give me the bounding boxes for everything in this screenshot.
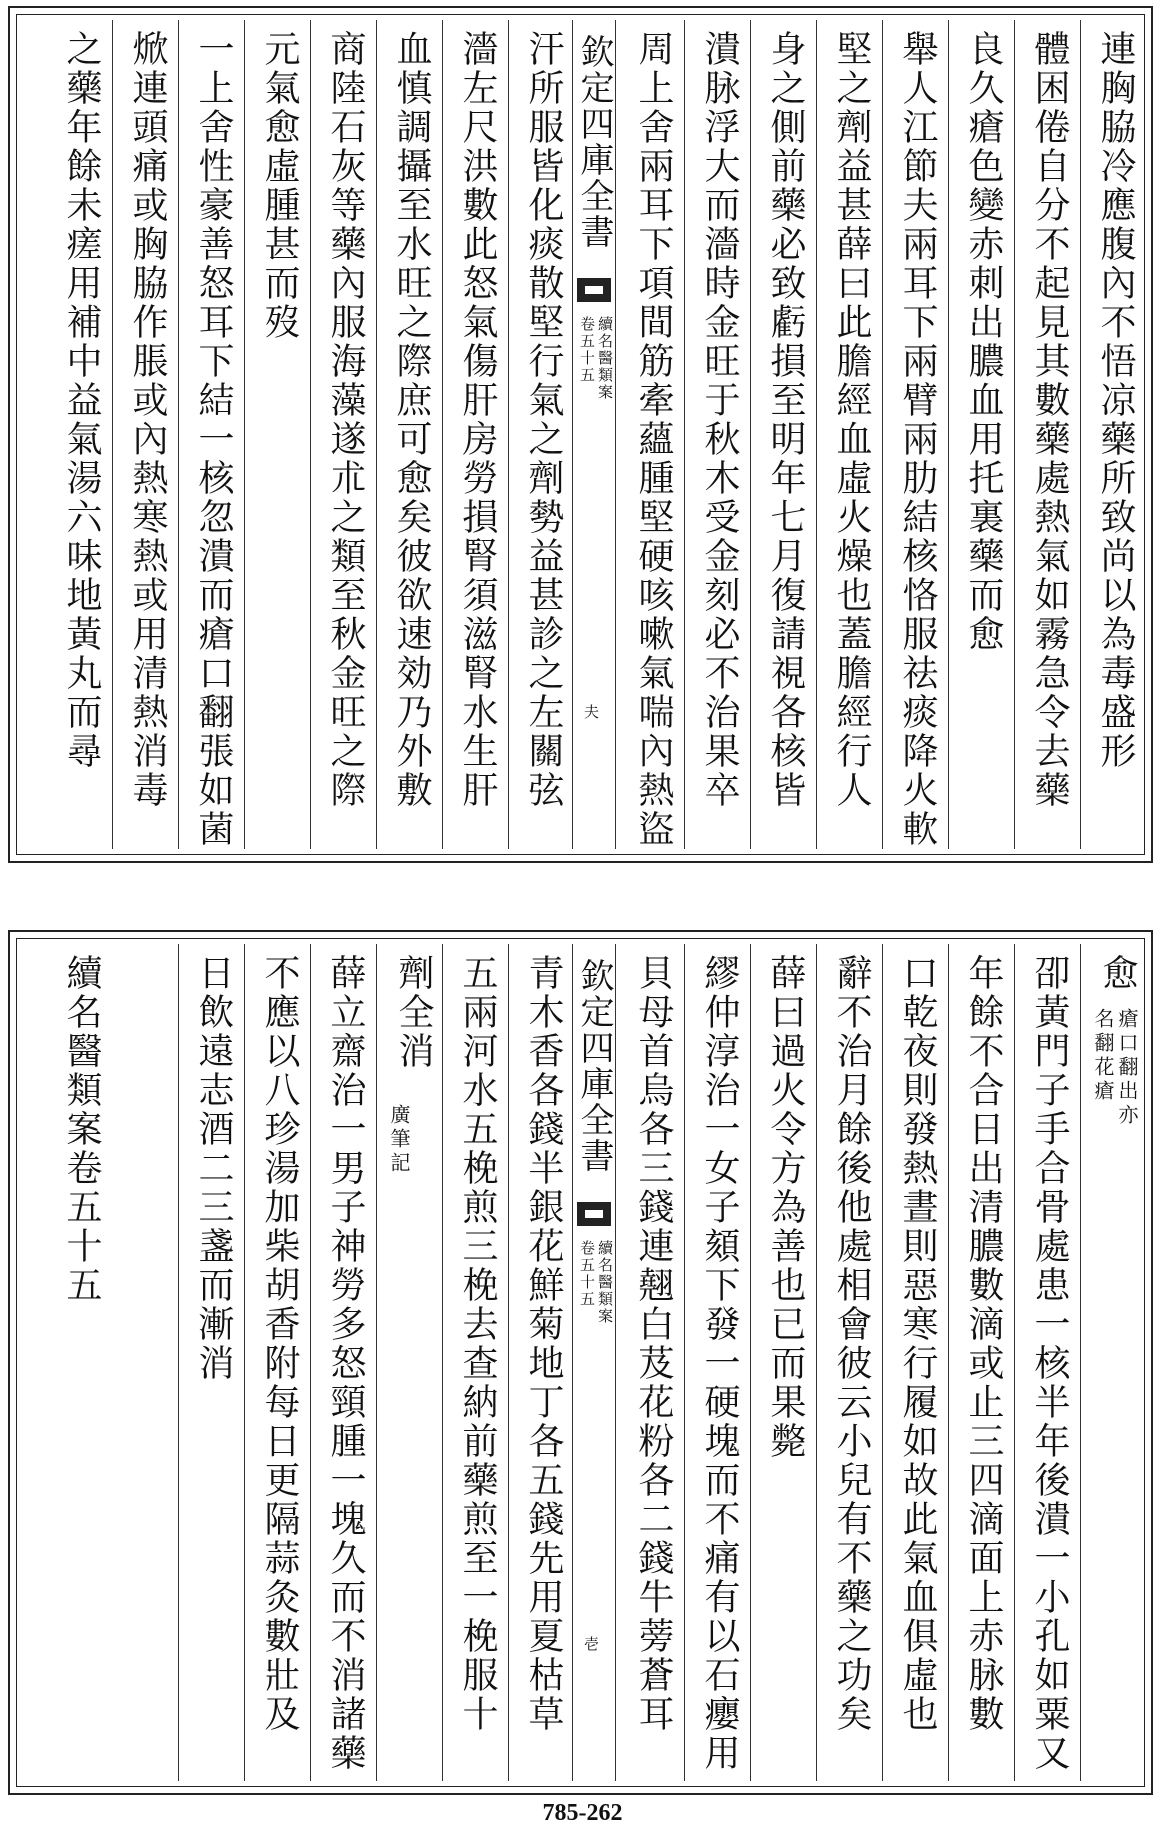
bottom-page <box>8 930 1153 1795</box>
book-title: 續名醫類案 <box>596 1240 614 1325</box>
text-column: 辭不治月餘後他處相會彼云小兒有不藥之功矣 <box>831 954 872 1734</box>
fishtail-ornament <box>577 1202 611 1226</box>
text-column: 商陸石灰等藥內服海藻遂朮之類至秋金旺之際 <box>325 30 366 810</box>
running-title: 欽定四庫全書 <box>574 958 614 1174</box>
column-rule <box>882 20 883 849</box>
column-rule <box>684 944 685 1781</box>
volume-end-title: 續名醫類案卷五十五 <box>61 954 102 1305</box>
column-rule <box>442 944 443 1781</box>
volume-label: 卷五十五 <box>578 316 596 384</box>
column-rule <box>684 20 685 849</box>
column-rule <box>508 944 509 1781</box>
center-strip <box>572 944 616 1781</box>
column-rule <box>508 20 509 849</box>
text-column: 劑全消 <box>393 954 434 1071</box>
text-column: 元氣愈虛腫甚而歿 <box>259 30 300 342</box>
column-rule <box>376 944 377 1781</box>
column-rule <box>310 20 311 849</box>
column-rule <box>750 944 751 1781</box>
text-column: 薛立齋治一男子神勞多怒頸腫一塊久而不消諸藥 <box>325 954 366 1773</box>
column-rule <box>750 20 751 849</box>
column-with-note <box>388 954 438 1774</box>
text-column: 連胸脇冷應腹內不悟凉藥所致尚以為毒盛形 <box>1095 30 1136 771</box>
page-footer-number: 785-262 <box>542 1800 623 1826</box>
source-note: 廣筆記 <box>387 1104 411 1176</box>
text-column: 汗所服皆化痰散堅行氣之劑勢益甚診之左關弦 <box>523 30 564 810</box>
text-column: 堅之劑益甚薛曰此膽經血虛火燥也蓋膽經行人 <box>831 30 872 810</box>
column-rule <box>1014 944 1015 1781</box>
text-column: 身之側前藥必致虧損至明年七月復請視各核皆 <box>765 30 806 810</box>
text-column: 口乾夜則發熱晝則惡寒行履如故此氣血俱虛也 <box>897 954 938 1734</box>
column-rule <box>1014 20 1015 849</box>
text-column: 一上舍性豪善怒耳下結一核忽潰而瘡口翻張如菌 <box>193 30 234 849</box>
text-column: 不應以八珍湯加柴胡香附每日更隔蒜灸數壯及 <box>259 954 300 1734</box>
text-column: 繆仲淳治一女子頦下發一硬塊而不痛有以石癭用 <box>699 954 740 1773</box>
text-column: 血慎調攝至水旺之際庶可愈矣彼欲速効乃外敷 <box>391 30 432 810</box>
text-column: 焮連頭痛或胸脇作脹或內熱寒熱或用清熱消毒 <box>127 30 168 810</box>
text-column: 潰脉浮大而濇時金旺于秋木受金刻必不治果卒 <box>699 30 740 810</box>
column-rule <box>310 944 311 1781</box>
column-rule <box>178 944 179 1781</box>
column-rule <box>1080 944 1081 1781</box>
page-number: 夫 <box>582 704 600 719</box>
column-rule <box>442 20 443 849</box>
text-column: 良久瘡色變赤刺出膿血用托裏藥而愈 <box>963 30 1004 654</box>
column-rule <box>376 20 377 849</box>
column-rule <box>948 944 949 1781</box>
column-rule <box>178 20 179 849</box>
text-column: 五兩河水五梚煎三梚去查納前藥煎至一梚服十 <box>457 954 498 1734</box>
column-rule <box>244 20 245 849</box>
text-column: 濇左尺洪數此怒氣傷肝房勞損腎須滋腎水生肝 <box>457 30 498 810</box>
volume-label: 卷五十五 <box>578 1240 596 1308</box>
text-column: 周上舍兩耳下項間筋牽蘊腫堅硬咳嗽氣喘內熱盜 <box>633 30 674 849</box>
center-strip <box>572 20 616 849</box>
fishtail-ornament <box>577 278 611 302</box>
interlinear-note: 名翻花瘡 <box>1091 1008 1115 1104</box>
column-rule <box>948 20 949 849</box>
page-number: 壱 <box>582 1636 600 1651</box>
top-page <box>8 6 1153 863</box>
text-column: 舉人江節夫兩耳下兩臂兩肋結核恪服祛痰降火軟 <box>897 30 938 849</box>
column-rule <box>1080 20 1081 849</box>
first-column <box>1090 954 1142 1774</box>
column-rule <box>816 20 817 849</box>
text-column: 貝母首烏各三錢連翹白芨花粉各二錢牛蒡蒼耳 <box>633 954 674 1734</box>
text-column: 年餘不合日出清膿數滴或止三四滴面上赤脉數 <box>963 954 1004 1734</box>
text-column: 日飲遠志酒二三盞而漸消 <box>193 954 234 1383</box>
text-column: 卲黃門子手合骨處患一核半年後潰一小孔如粟又 <box>1029 954 1070 1773</box>
text-column: 青木香各錢半銀花鮮菊地丁各五錢先用夏枯草 <box>523 954 564 1734</box>
column-rule <box>882 944 883 1781</box>
column-rule <box>244 944 245 1781</box>
text-column: 薛曰過火令方為善也已而果斃 <box>765 954 806 1461</box>
column-rule <box>816 944 817 1781</box>
running-title: 欽定四庫全書 <box>574 34 614 250</box>
interlinear-note: 瘡口翻出亦 <box>1115 1008 1139 1128</box>
text-column: 體困倦自分不起見其數藥處熱氣如霧急令去藥 <box>1029 30 1070 810</box>
first-column-main: 愈 <box>1097 954 1138 990</box>
column-rule <box>112 20 113 849</box>
text-column: 之藥年餘未瘥用補中益氣湯六味地黃丸而尋 <box>61 30 102 771</box>
book-title: 續名醫類案 <box>596 316 614 401</box>
